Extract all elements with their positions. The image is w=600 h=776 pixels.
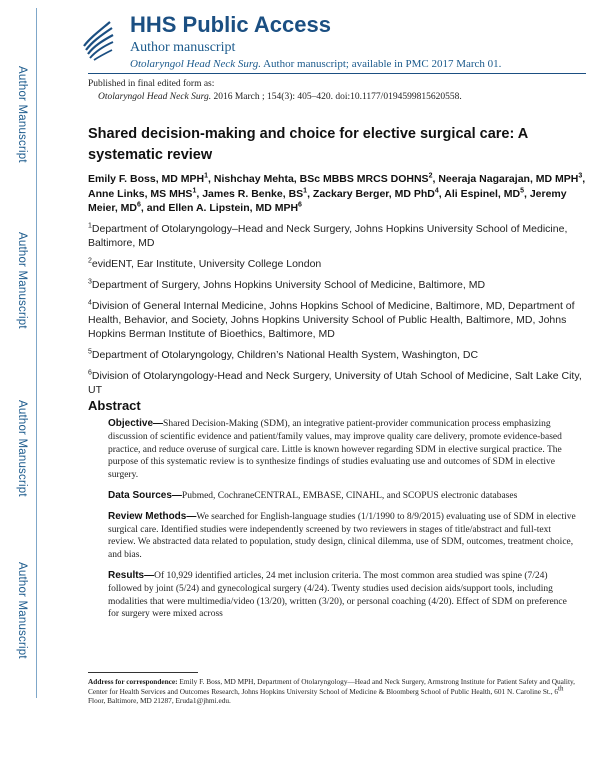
sidebar-label: Author Manuscript bbox=[16, 562, 28, 659]
correspondence-text: Emily F. Boss, MD MPH, Department of Otolaryngology—Head and Neck Surgery, Armstrong Institute for Patient Safety and Quality, Center for Health Services and Outcomes Research, Johns Hopkins University School of Medicine & Bloomberg School of Public Health, 601 N. Caroline St., 6 bbox=[88, 677, 575, 696]
author-affiliation-number: 3 bbox=[578, 172, 583, 180]
footnote-divider bbox=[88, 672, 198, 673]
affiliation-list bbox=[88, 222, 588, 404]
article-title: Shared decision-making and choice for elective surgical care: A systematic review bbox=[88, 126, 528, 163]
correspondence-text-end: Floor, Baltimore, MD 21287, Eruda1@jhmi.edu. bbox=[88, 696, 231, 705]
author-affiliation-number: 2 bbox=[428, 172, 433, 180]
sidebar-label: Author Manuscript bbox=[16, 232, 28, 329]
author-name: Ali Espinel, MD bbox=[444, 187, 521, 200]
author-name: Zackary Berger, MD PhD bbox=[312, 187, 435, 200]
availability-text: Author manuscript; available in PMC 2017 March 01. bbox=[260, 58, 502, 70]
journal-availability-line bbox=[130, 58, 501, 70]
author-affiliation-number: 1 bbox=[192, 187, 197, 194]
abstract-section-text: Of 10,929 identified articles, 24 met inclusion criteria. The most common area studied was spine (7/24) followed by joint (5/24) and gynecological surgery (4/24). Twenty studies used decision aids/support tools, including modalities that were multimedia/video (13/20), written (3/20), or personal coaching (4/20). Effect of SDM on preference for surgery were mixed across bbox=[108, 570, 567, 620]
correspondence-footnote bbox=[88, 677, 578, 706]
sidebar-rule bbox=[36, 8, 37, 698]
author-name: Anne Links, MS MHS bbox=[88, 187, 193, 200]
author-separator: , and bbox=[140, 202, 169, 214]
author bbox=[202, 188, 313, 200]
author-separator: , bbox=[196, 187, 203, 200]
abstract-section-text: Shared Decision-Making (SDM), an integrative patient-provider communication process emphasizing discussion of scientific evidence and patient/family values, may improve quality care delivery, promote evidence-based practice, and reduce overuse of surgical care. Little is known however regarding SDM in elective surgical practice. The purpose of this systematic review is to synthesize findings of studies evaluating use and outcomes of SDM in elective surgery. bbox=[108, 419, 562, 481]
affiliation bbox=[88, 348, 588, 362]
author-separator: , bbox=[523, 187, 530, 200]
abstract-section-label: Review Methods— bbox=[108, 510, 197, 522]
abstract-section-text: We searched for English-language studies (1/1/1990 to 8/9/2015) evaluating use of SDM in elective surgical care. Identified studies were independently screened by two reviewers in stages of title/abstract and full-text review. We abstracted data related to population, study design, clinical dilemma, use of SDM, outcomes, treatment choice, and bias. bbox=[108, 511, 576, 561]
author-separator: , bbox=[432, 173, 439, 185]
citation-journal: Otolaryngol Head Neck Surg. bbox=[98, 92, 212, 102]
header-divider bbox=[88, 73, 586, 74]
author-name: Neeraja Nagarajan, MD MPH bbox=[438, 173, 579, 185]
affiliation-number: 2 bbox=[88, 257, 92, 265]
citation-line bbox=[98, 92, 462, 102]
abstract-section-label: Objective— bbox=[108, 418, 164, 429]
abstract-section bbox=[108, 490, 580, 503]
correspondence-label: Address for correspondence: bbox=[88, 677, 178, 686]
affiliation-text: Department of Otolaryngology–Head and Neck Surgery, Johns Hopkins University School of Medicine, Baltimore, MD bbox=[88, 223, 568, 249]
author bbox=[444, 188, 530, 200]
abstract-section bbox=[108, 511, 580, 562]
hhs-public-access-title: HHS Public Access bbox=[130, 12, 331, 37]
author-affiliation-number: 6 bbox=[137, 201, 141, 209]
affiliation-number: 5 bbox=[88, 348, 92, 356]
affiliation bbox=[88, 222, 588, 250]
author-name: Jeremy Meier, MD bbox=[88, 187, 567, 214]
affiliation-text: evidENT, Ear Institute, University College London bbox=[91, 258, 322, 270]
author-name: Emily F. Boss, MD MPH bbox=[88, 173, 205, 185]
abstract-section bbox=[108, 570, 580, 621]
author-name: James R. Benke, BS bbox=[202, 187, 304, 200]
author bbox=[88, 173, 214, 185]
abstract-section-text: Pubmed, CochraneCENTRAL, EMBASE, CINAHL, and SCOPUS electronic databases bbox=[181, 490, 518, 501]
affiliation-number: 6 bbox=[88, 369, 92, 377]
author-separator: , bbox=[307, 187, 313, 200]
affiliation-text: Department of Otolaryngology, Children’s National Health System, Washington, DC bbox=[91, 349, 479, 361]
author-manuscript-sidebar bbox=[0, 0, 38, 776]
affiliation-number: 3 bbox=[88, 278, 92, 286]
affiliation-text: Division of General Internal Medicine, Johns Hopkins School of Medicine, Baltimore, MD, Department of Health, Behavior, and Society, Johns Hopkins University School of Public Health, Baltimore, MD, Johns Hopkins Berman Institute of Bioethics, Baltimore, MD bbox=[88, 300, 575, 340]
affiliation-number: 4 bbox=[88, 299, 92, 307]
sidebar-label: Author Manuscript bbox=[16, 66, 28, 163]
sidebar-label: Author Manuscript bbox=[16, 400, 28, 497]
journal-name: Otolaryngol Head Neck Surg. bbox=[130, 58, 261, 70]
author-affiliation-number: 5 bbox=[520, 187, 524, 194]
author bbox=[88, 188, 202, 200]
author bbox=[313, 188, 444, 200]
author bbox=[438, 173, 585, 185]
author bbox=[214, 173, 438, 185]
abstract-body bbox=[108, 418, 580, 629]
author bbox=[168, 202, 302, 214]
affiliation-text: Division of Otolaryngology-Head and Neck Surgery, University of Utah School of Medicine, Salt Lake City, UT bbox=[88, 370, 582, 396]
author-list bbox=[88, 172, 588, 216]
author-separator: , bbox=[582, 173, 586, 185]
floor-ordinal: th bbox=[558, 684, 564, 693]
author-name: Nishchay Mehta, BSc MBBS MRCS DOHNS bbox=[213, 173, 429, 185]
author-separator: , bbox=[438, 187, 445, 200]
published-in-label: Published in final edited form as: bbox=[88, 79, 215, 89]
author-affiliation-number: 6 bbox=[298, 201, 302, 209]
hhs-eagle-logo bbox=[80, 16, 116, 62]
abstract-section bbox=[108, 418, 580, 482]
citation-details: 2016 March ; 154(3): 405–420. doi:10.1177/0194599815620558. bbox=[211, 92, 462, 102]
affiliation bbox=[88, 369, 588, 397]
affiliation bbox=[88, 278, 588, 292]
affiliation-number: 1 bbox=[88, 222, 92, 230]
abstract-section-label: Data Sources— bbox=[108, 489, 182, 501]
author-separator: , bbox=[208, 173, 214, 185]
affiliation-text: Department of Surgery, Johns Hopkins University School of Medicine, Baltimore, MD bbox=[91, 279, 486, 291]
author-affiliation-number: 1 bbox=[204, 172, 209, 180]
author-affiliation-number: 4 bbox=[434, 187, 439, 194]
author-name: Ellen A. Lipstein, MD MPH bbox=[168, 202, 299, 214]
abstract-section-label: Results— bbox=[108, 569, 155, 581]
affiliation bbox=[88, 257, 588, 271]
author-affiliation-number: 1 bbox=[303, 187, 308, 194]
author-manuscript-subtitle: Author manuscript bbox=[130, 40, 236, 55]
abstract-heading: Abstract bbox=[88, 398, 141, 413]
affiliation bbox=[88, 299, 588, 341]
